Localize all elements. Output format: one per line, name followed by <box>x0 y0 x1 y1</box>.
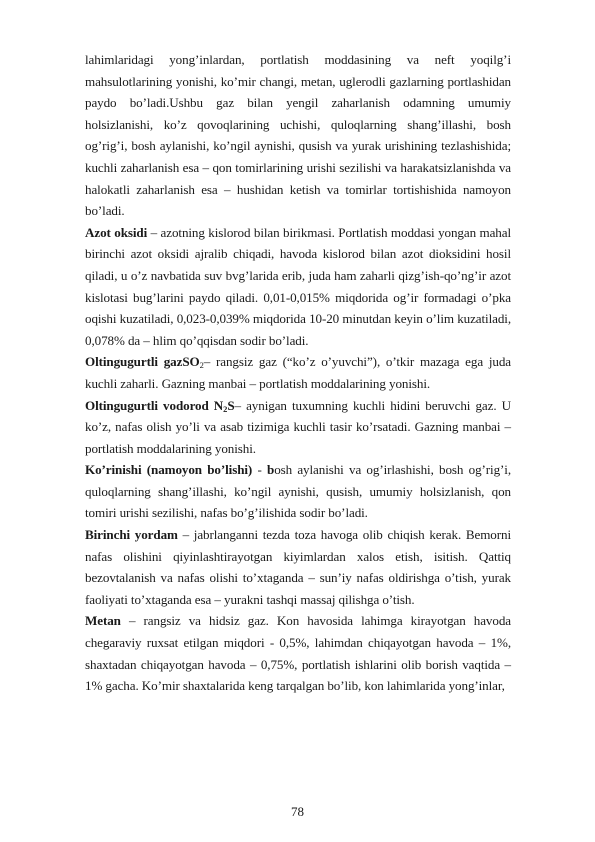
paragraph-hydrogen-sulfide <box>85 395 511 460</box>
term-heading-suffix: S <box>227 397 235 413</box>
paragraph-symptoms <box>85 459 511 524</box>
paragraph-text: – rangsiz gaz (“ko’z o’yuvchi”), o’tkir mazaga ega juda kuchli zaharli. Gazning manbai – portlatish moddalarining yonishi. <box>85 354 511 391</box>
document-body <box>85 49 511 697</box>
term-initial: b <box>267 462 275 478</box>
page-number: 78 <box>291 804 304 819</box>
paragraph-nitrogen-oxide <box>85 222 511 352</box>
term-heading: Oltingugurtli vodorod N <box>85 397 224 413</box>
paragraph-text: – jabrlanganni tezda toza havoga olib chiqish kerak. Bemorni nafas olishini qiyinlashtirayotgan kiyimlardan xalos etish, isitish. Qattiq bezovtalanish va nafas olishi to’xtaganda – sun’iy nafas oldirishga o’tish, yurak faoliyati to’xtaganda esa – yurakni tashqi massaj qilishga o’tish. <box>85 527 511 607</box>
term-heading: Oltingugurtli gazSO <box>85 354 200 370</box>
term-heading: Birinchi yordam <box>85 527 178 543</box>
paragraph-first-aid <box>85 524 511 610</box>
paragraph-text: – aynigan tuxumning kuchli hidini beruvchi gaz. U ko’z, nafas olish yo’li va asab tizimiga kuchli tasir ko’rsatadi. Gazning manbai – portlatish moddalarining yonishi. <box>85 397 511 456</box>
paragraph-sulfur-dioxide <box>85 351 511 394</box>
paragraph-methane <box>85 610 511 696</box>
paragraph-text: – rangsiz va hidsiz gaz. Kon havosida lahimga kirayotgan havoda chegaraviy ruxsat etilgan miqdori - 0,5%, lahimdan chiqayotgan havoda – 1%, shaxtadan chiqayotgan havoda – 0,75%, portlatish ishlarini olib borish vaqtida – 1% gacha. Ko’mir shaxtalarida keng tarqalgan bo’lib, kon lahimlarida yong’inlar, <box>85 613 511 694</box>
dash-separator: - <box>252 462 267 478</box>
paragraph-co-effects <box>85 49 511 222</box>
paragraph-text: lahimlaridagi yong’inlardan, portlatish moddasining va neft yoqilg’i mahsulotlarining yonishi, ko’mir changi, metan, uglerodli gazlarning portlashidan paydo bo’ladi.Ushbu gaz bilan yengil zaharlanish odamning umumiy holsizlanishi, ko’z qovoqlarining uchishi, quloqlarning shang’illashi, bosh og’rig’i, bosh aylanishi, ko’ngil aynishi, qusish va yurak urishining tezlashishida; kuchli zaharlanish esa – qon tomirlarining urishi sezilishi va harakatsizlanishda va halokatli zaharlanish esa – hushidan ketish va tomirlar tortishishida namoyon bo’ladi. <box>85 52 511 219</box>
term-heading: Ko’rinishi (namoyon bo’lishi) <box>85 462 253 478</box>
paragraph-text: – azotning kislorod bilan birikmasi. Portlatish moddasi yongan mahal birinchi azot oksidi ajralib chiqadi, havoda kislorod bilan azot dioksidini hosil qiladi, u o’z navbatida suv bvg’larida erib, juda ham zaharli qizg’ish-qo’ng’ir azot kislotasi bug’larini paydo qiladi. 0,01-0,015% miqdorida og’ir formadagi o’pka oqishi kuzatiladi, 0,023-0,039% miqdorida 10-20 minutdan keyin o’lim kuzatiladi, 0,078% da – hlim qo’qqisdan sodir bo’ladi. <box>85 224 511 348</box>
subscript: 2 <box>199 360 204 371</box>
term-heading: Azot oksidi <box>85 224 148 240</box>
subscript: 2 <box>223 403 228 414</box>
paragraph-text: osh aylanishi va og’irlashishi, bosh og’rig’i, quloqlarning shang’illashi, ko’ngil aynishi, qusish, umumiy holsizlanish, qon tomiri urishi sezilishi, nafas bo’g’ilishida sodir bo’ladi. <box>85 462 512 521</box>
term-heading: Metan <box>85 613 121 629</box>
